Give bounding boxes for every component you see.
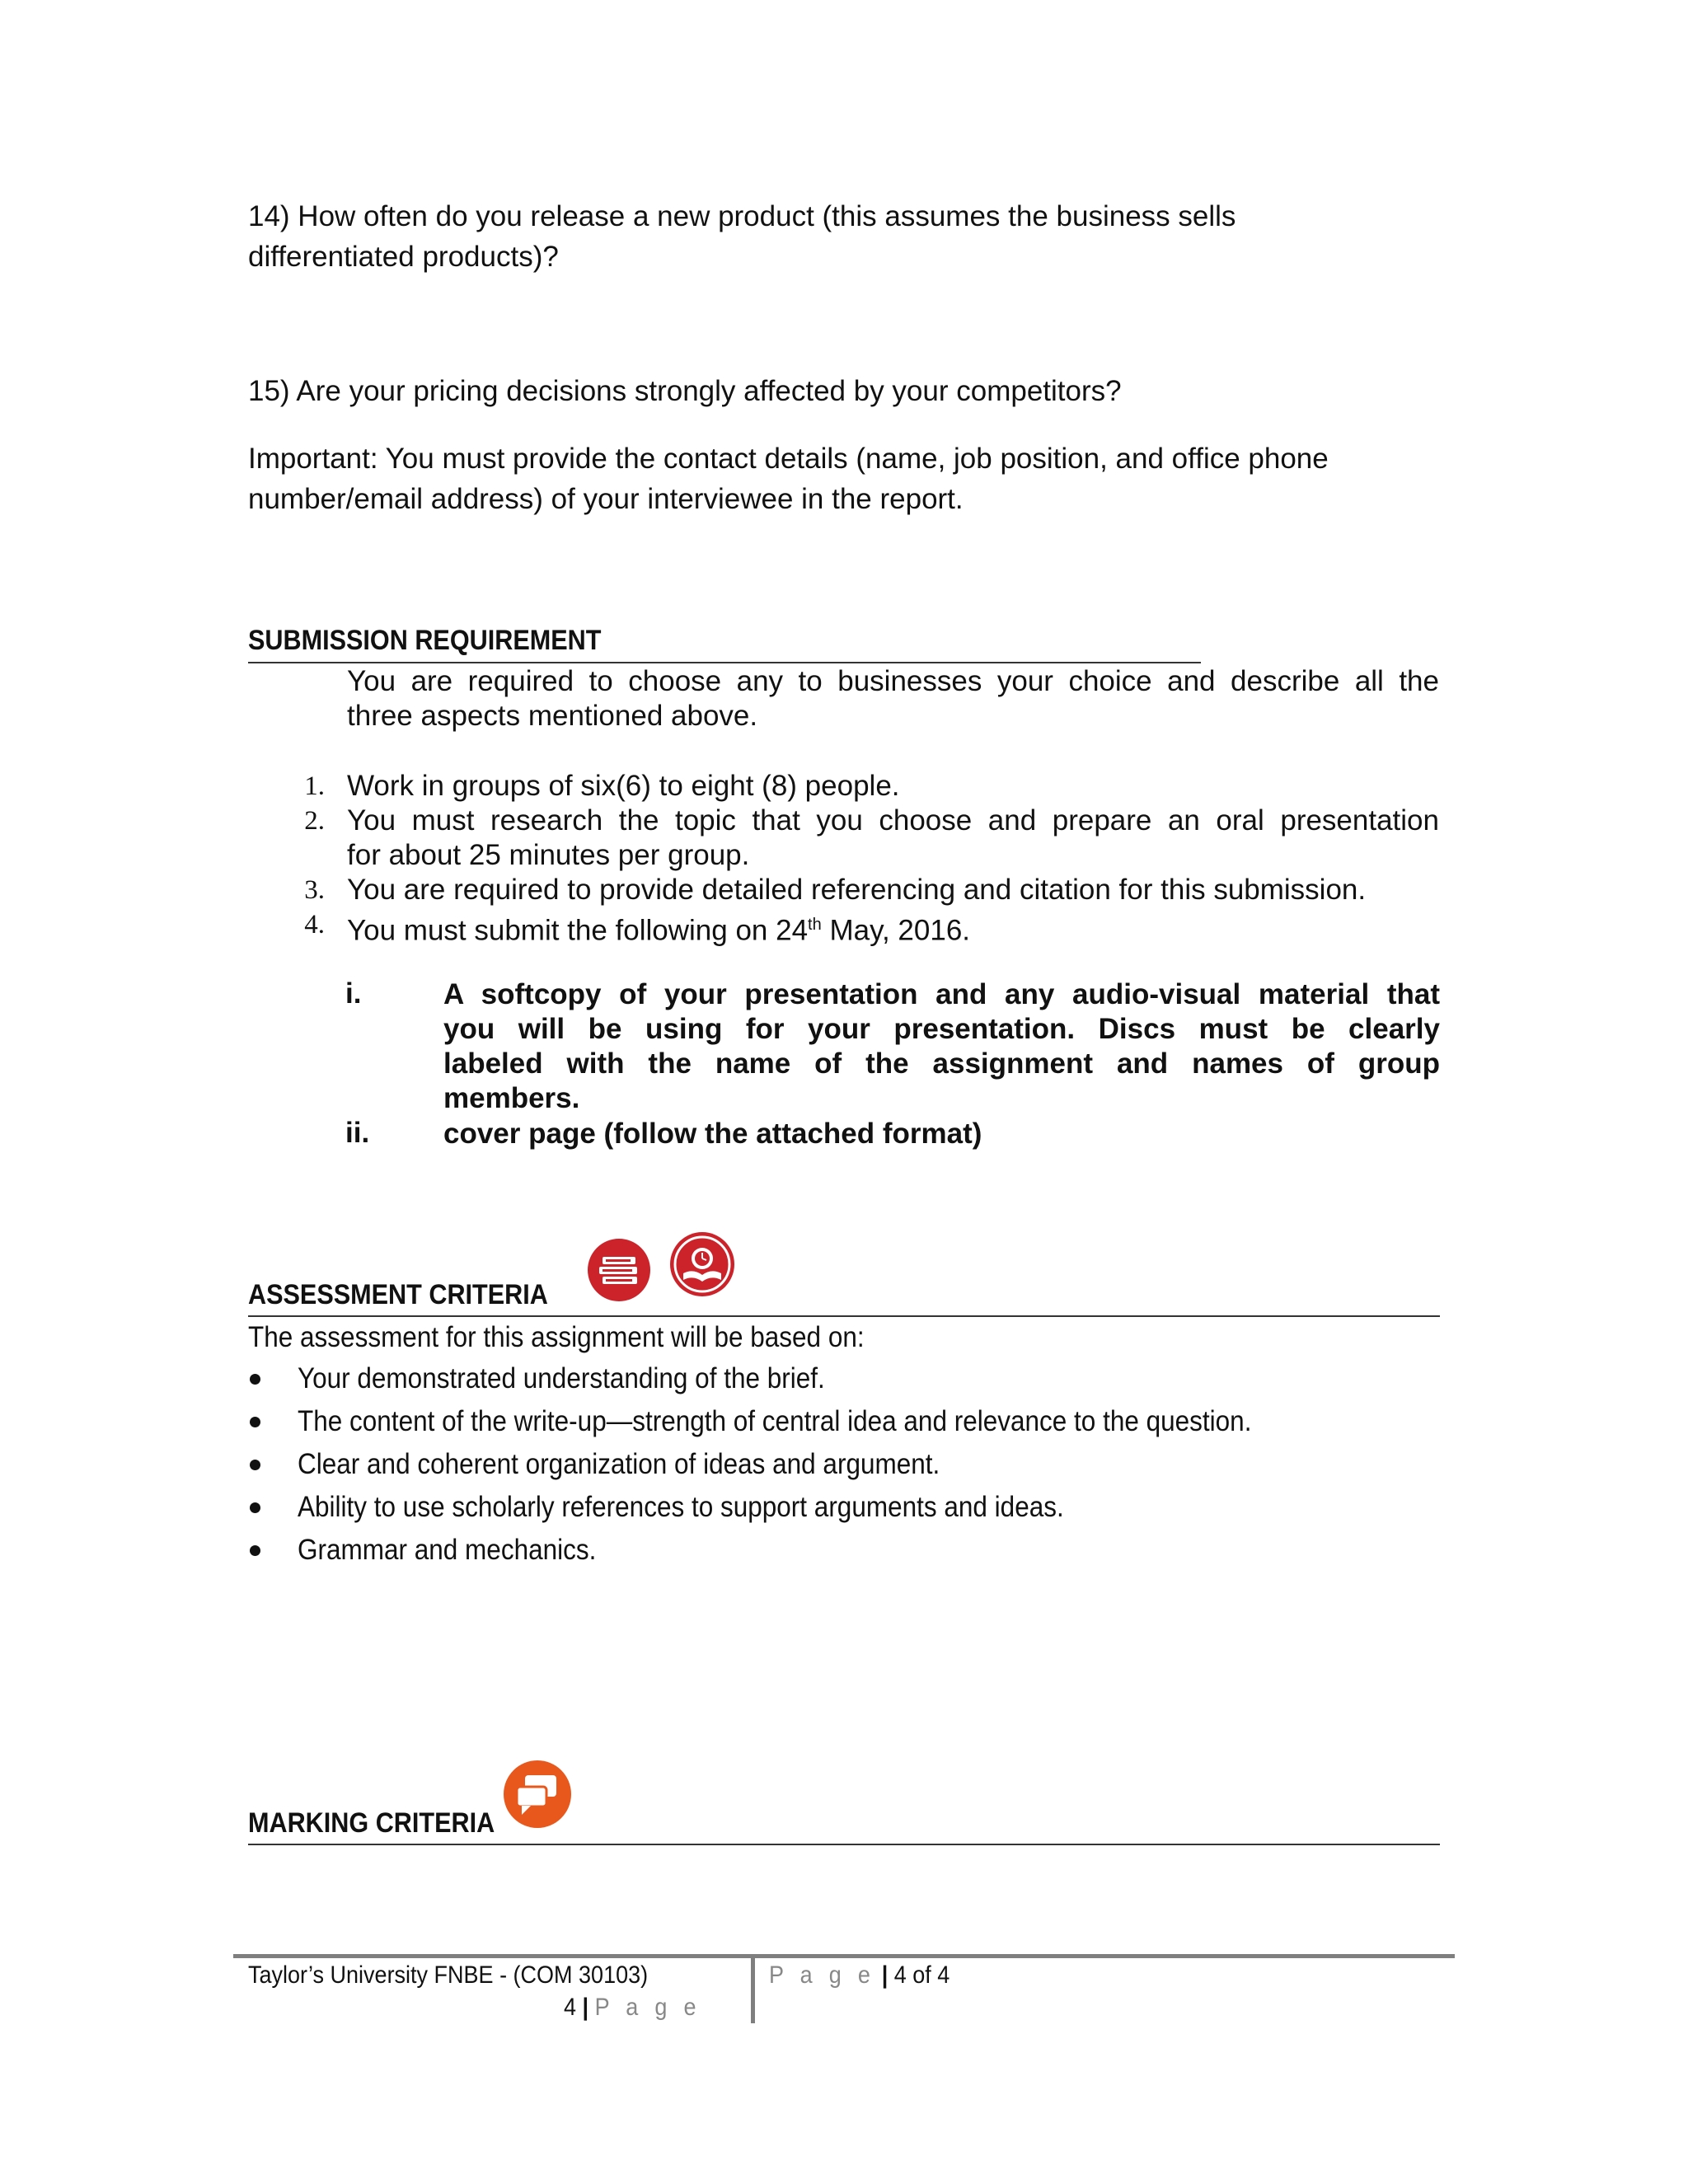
- question-14-line1: 14) How often do you release a new product (this assumes the business sells: [248, 200, 1236, 232]
- sublist-item-line4: members.: [443, 1082, 580, 1114]
- footer-page-number: 4: [564, 1994, 577, 2021]
- submission-heading: SUBMISSION REQUIREMENT: [248, 625, 602, 656]
- submission-heading-rule: [248, 662, 1201, 663]
- important-note-line1: Important: You must provide the contact details (name, job position, and office phone: [248, 443, 1329, 475]
- sublist-item: cover page (follow the attached format): [443, 1118, 982, 1150]
- list-item: [347, 907, 1439, 949]
- sublist-item-line2: you will be using for your presentation. Discs must be clearly: [443, 1013, 1440, 1045]
- bullet-icon: [250, 1545, 260, 1556]
- footer-page-label: [564, 1994, 701, 2022]
- sublist-number: i.: [345, 977, 362, 1010]
- footer-right-page-word: P a g e: [769, 1961, 876, 1989]
- list-item: You are required to provide detailed referencing and citation for this submission.: [347, 874, 1367, 906]
- list-item-text: May, 2016.: [821, 914, 971, 947]
- footer-rule: [233, 1954, 1455, 1958]
- list-number: 3.: [304, 875, 325, 905]
- footer-divider: [751, 1958, 755, 2023]
- list-item: Clear and coherent organization of ideas and argument.: [298, 1448, 940, 1480]
- sublist-number: ii.: [345, 1117, 370, 1149]
- assessment-heading: ASSESSMENT CRITERIA: [248, 1279, 548, 1310]
- question-15: 15) Are your pricing decisions strongly affected by your competitors?: [248, 375, 1122, 407]
- list-item: [347, 804, 1439, 873]
- footer-right-label: [769, 1961, 950, 1990]
- footer-right-separator: |: [881, 1961, 889, 1989]
- reading-clock-icon: [670, 1232, 734, 1296]
- list-item-text: You must submit the following on 24: [347, 914, 809, 947]
- chat-bubbles-icon: [504, 1760, 571, 1828]
- list-number: 2.: [304, 806, 325, 836]
- list-number: 1.: [304, 771, 325, 801]
- sublist-item-line3: labeled with the name of the assignment and names of group: [443, 1047, 1440, 1080]
- important-note-line2: number/email address) of your interviewee in the report.: [248, 483, 964, 515]
- submission-intro-line1: You are required to choose any to businesses your choice and describe all the: [347, 665, 1439, 697]
- bullet-icon: [250, 1417, 260, 1427]
- bullet-icon: [250, 1374, 260, 1385]
- list-item: Ability to use scholarly references to support arguments and ideas.: [298, 1491, 1064, 1523]
- marking-heading: MARKING CRITERIA: [248, 1807, 495, 1839]
- list-item: Grammar and mechanics.: [298, 1534, 597, 1566]
- question-14: [248, 196, 1451, 277]
- assessment-heading-rule: [248, 1315, 1440, 1317]
- list-item: Your demonstrated understanding of the brief.: [298, 1362, 825, 1394]
- books-icon: [588, 1239, 650, 1301]
- footer-page-word: P a g e: [594, 1994, 701, 2021]
- footer-separator: |: [582, 1994, 589, 2021]
- list-number: 4.: [304, 910, 325, 940]
- submission-intro: [347, 664, 1439, 733]
- submission-intro-line2: three aspects mentioned above.: [347, 700, 758, 732]
- list-item-line2: for about 25 minutes per group.: [347, 839, 750, 871]
- sublist-item-line1: A softcopy of your presentation and any audio-visual material that: [443, 978, 1440, 1010]
- ordinal-suffix: th: [808, 916, 822, 934]
- question-14-line2: differentiated products)?: [248, 241, 559, 273]
- list-item: The content of the write-up—strength of central idea and relevance to the question.: [298, 1405, 1252, 1437]
- footer-left-text: Taylor’s University FNBE - (COM 30103): [248, 1961, 649, 1989]
- footer-page-count: 4 of 4: [893, 1961, 950, 1989]
- assessment-intro: The assessment for this assignment will be based on:: [248, 1321, 865, 1353]
- bullet-icon: [250, 1460, 260, 1470]
- list-item-line1: You must research the topic that you choose and prepare an oral presentation: [347, 804, 1439, 837]
- important-note: [248, 438, 1451, 519]
- marking-heading-rule: [248, 1844, 1440, 1845]
- bullet-icon: [250, 1502, 260, 1513]
- sublist-item: [443, 977, 1440, 1116]
- list-item: Work in groups of six(6) to eight (8) people.: [347, 770, 900, 802]
